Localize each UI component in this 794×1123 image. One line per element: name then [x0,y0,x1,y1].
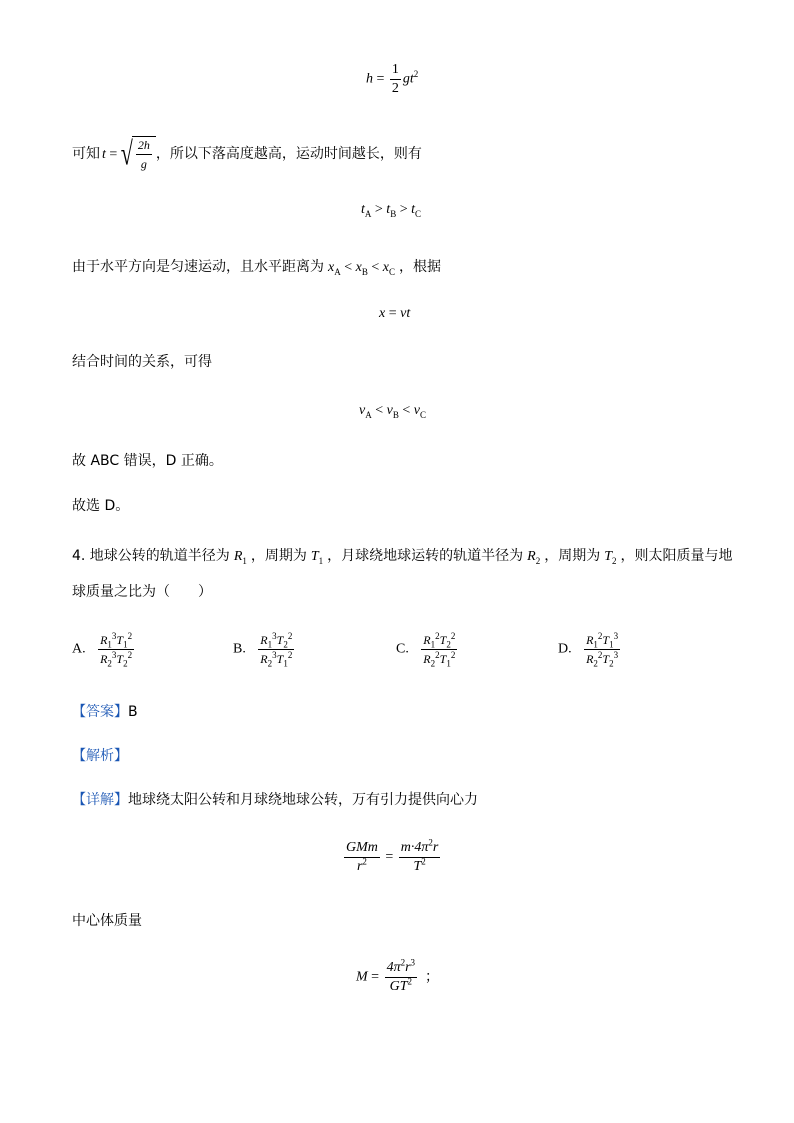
answer-value: B [128,704,138,720]
equation-time-order: $t_A > t_B > t_C$ [361,202,422,219]
equation-center-mass: M = $\frac{4\pi^2r^3}{GT^2}$ ； [356,957,440,994]
equation-free-fall: h = $\frac{1}{2}$ $gt^2$ [366,62,419,96]
text-combine: 结合时间的关系，可得 [72,354,212,370]
question-4-line1: 4. 地球公转的轨道半径为 $R_1$ ，周期为 $T_1$ ，月球绕地球运转的轨道半径为 $R_2$ ，周期为 $T_2$ ，则太阳质量与地 [72,548,733,566]
option-a[interactable]: A. $\frac{R_1^3T_1^2}{R_2^3T_2^2}$ [72,631,133,669]
text-choose-d: 故选 D。 [72,498,130,514]
answer-line [72,702,138,722]
text-horizontal-motion: 由于水平方向是匀速运动，且水平距离为 $x_A < x_B < x_C$ ，根据 [72,259,441,277]
analysis-label: 【解析】 [72,748,128,764]
text-time-formula: 可知 t = √ $\frac{2h}{g}$ ，所以下落高度越高，运动时间越长，则有 [72,134,422,172]
equation-velocity-order: $v_A < v_B < v_C$ [359,403,426,420]
text-abc-wrong: 故 ABC 错误，D 正确。 [72,453,223,469]
question-4-line2: 球质量之比为（ ） [72,584,212,600]
detail-label: 【详解】 [72,792,128,808]
equation-gravity-centripetal: $\frac{\text{GMm}}{r^2}$ = $\frac{m\cdot 4\pi^2r}{T^2}$ [346,837,439,874]
detail-line: 【详解】地球绕太阳公转和月球绕地球公转，万有引力提供向心力 [72,792,478,808]
option-d[interactable]: D. $\frac{R_1^2T_1^3}{R_2^2T_2^3}$ [558,631,619,669]
text-center-mass: 中心体质量 [72,913,142,929]
answer-label: 【答案】 [72,704,128,720]
equation-distance: x = vt [379,306,411,321]
option-b[interactable]: B. $\frac{R_1^3T_2^2}{R_2^3T_1^2}$ [233,631,293,669]
option-c[interactable]: C. $\frac{R_1^2T_2^2}{R_2^2T_1^2}$ [396,631,456,669]
